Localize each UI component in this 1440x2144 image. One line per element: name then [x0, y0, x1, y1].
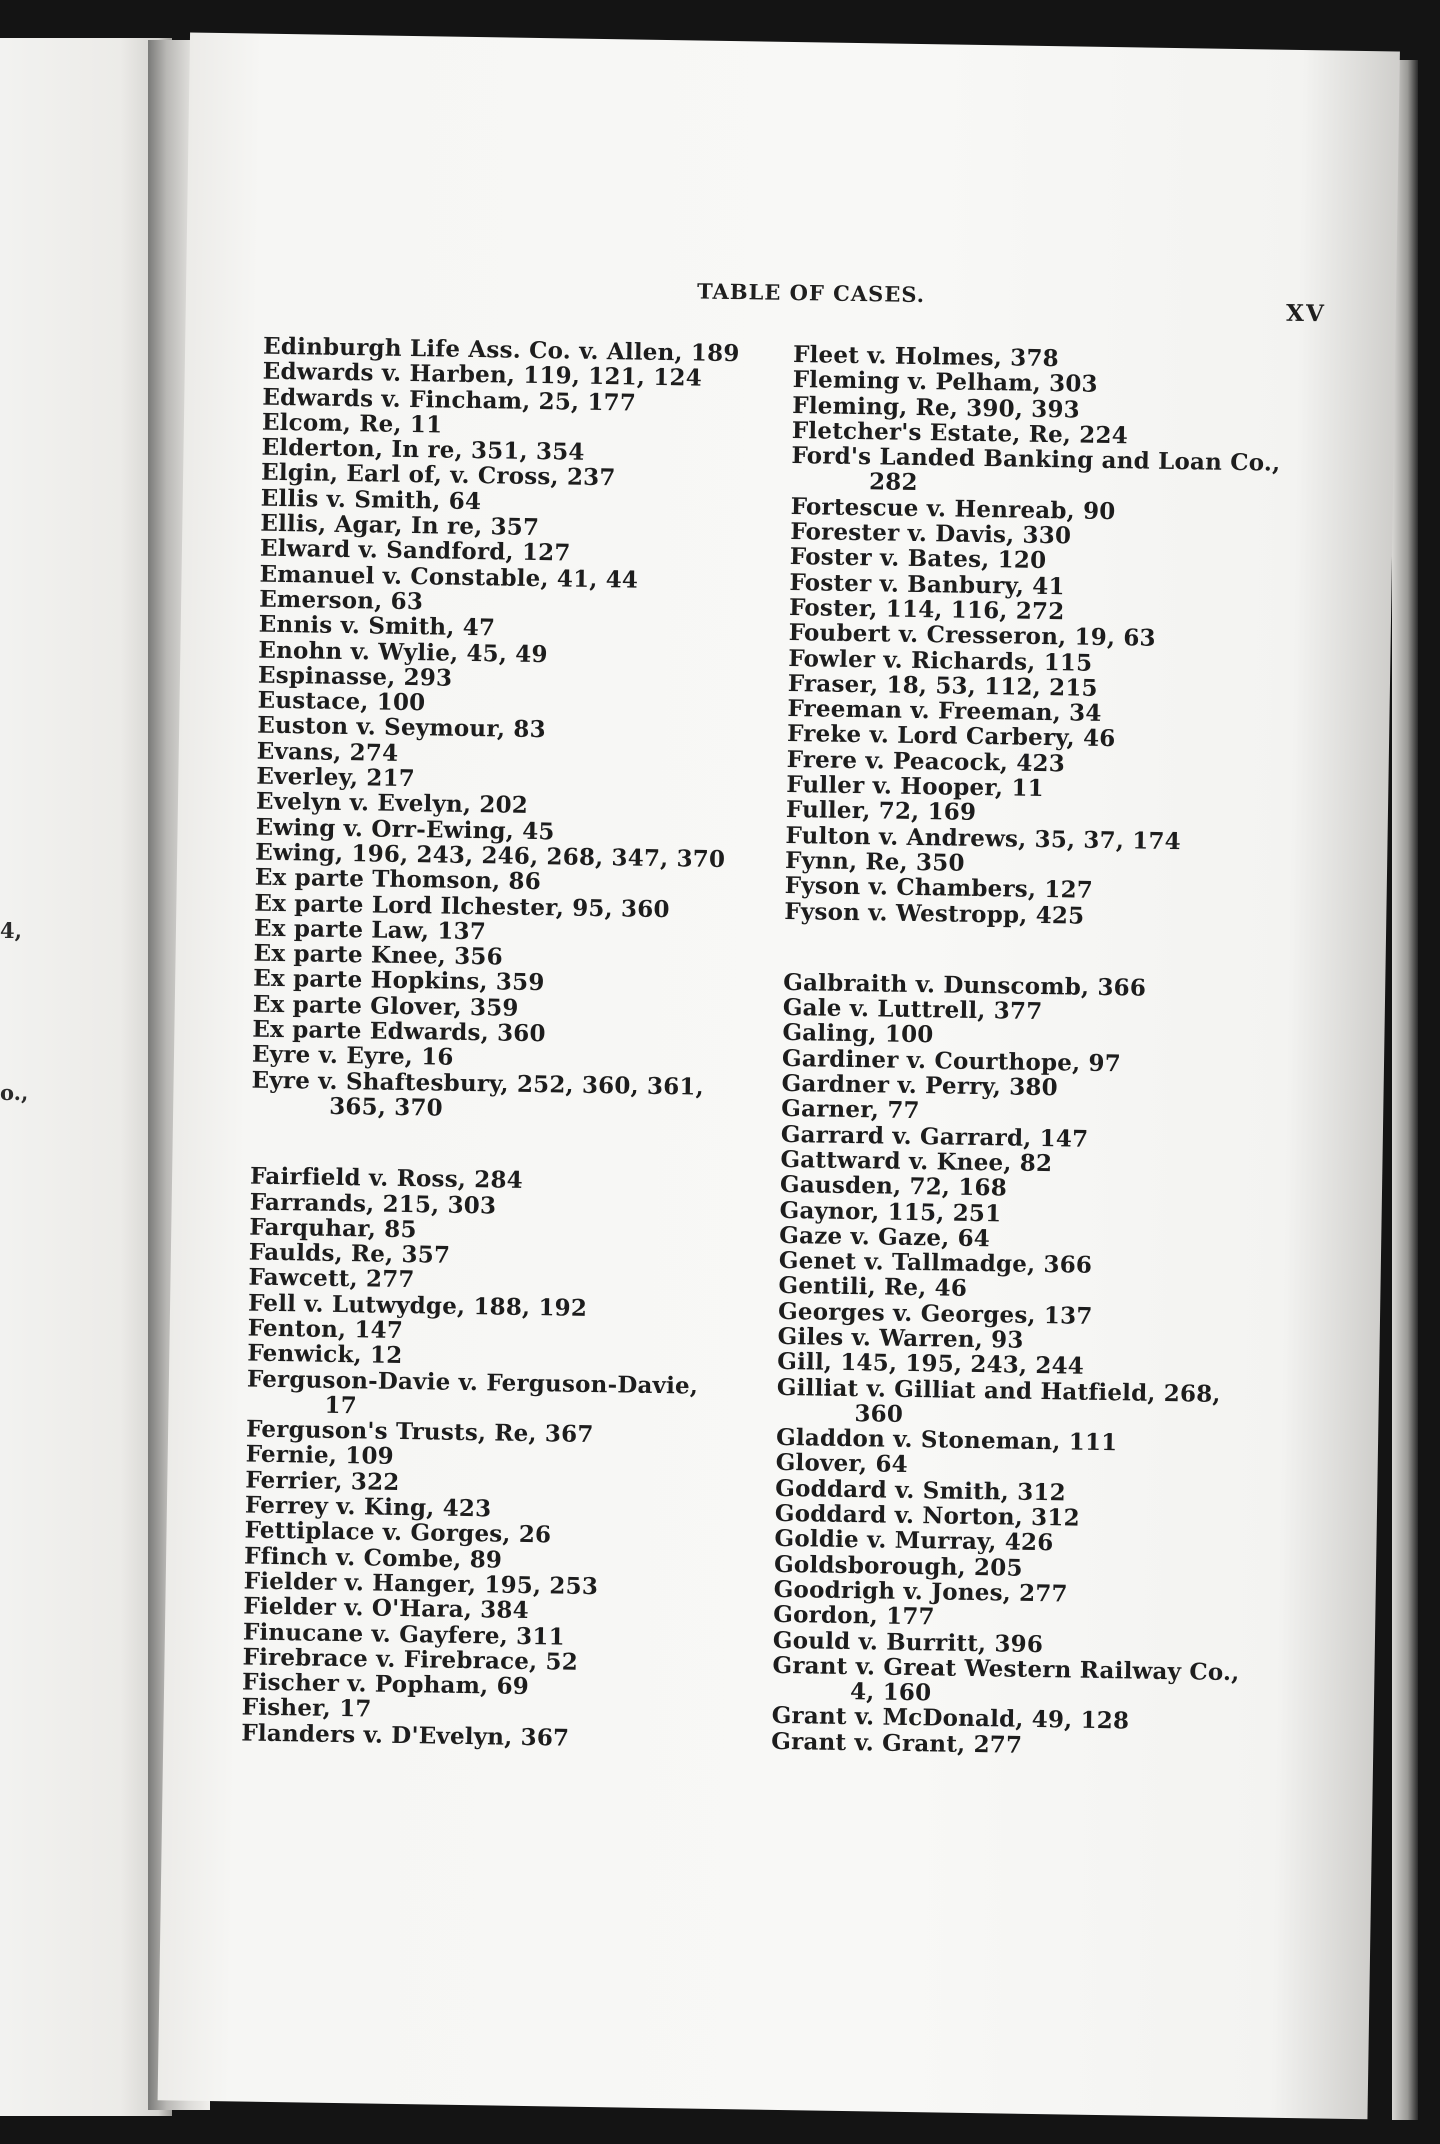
case-entry: Faulds, Re, 357 — [248, 1238, 451, 1269]
case-entry: Fell v. Lutwydge, 188, 192 — [247, 1289, 588, 1322]
case-entry: Fuller v. Hooper, 11 — [786, 771, 1045, 803]
case-entry: Ex parte Law, 137 — [253, 914, 487, 946]
case-entry: Ex parte Lord Ilchester, 95, 360 — [254, 889, 670, 923]
case-entry: Gilliat v. Gilliat and Hatfield, 268, — [776, 1373, 1221, 1408]
case-entry: Gordon, 177 — [773, 1601, 935, 1631]
case-entry: Elderton, In re, 351, 354 — [261, 433, 585, 466]
case-entry: Fairfield v. Ross, 284 — [249, 1162, 524, 1195]
case-entry: Grant v. Great Western Railway Co., — [772, 1651, 1240, 1687]
case-entry: Enohn v. Wylie, 45, 49 — [258, 636, 548, 668]
case-entry: Goddard v. Norton, 312 — [774, 1499, 1080, 1532]
page-header — [186, 270, 1396, 329]
case-entry: Emanuel v. Constable, 41, 44 — [259, 560, 639, 594]
case-entry: Goldsborough, 205 — [773, 1550, 1023, 1582]
case-entry: Ex parte Glover, 359 — [252, 990, 519, 1022]
page-number: XV — [1285, 299, 1327, 328]
case-entry: Freeman v. Freeman, 34 — [787, 695, 1102, 728]
case-entry: Fawcett, 277 — [248, 1263, 415, 1294]
case-entry: Gaynor, 115, 251 — [779, 1196, 1002, 1227]
case-entry: Gardner v. Perry, 380 — [781, 1069, 1059, 1102]
case-entry: Ferguson's Trusts, Re, 367 — [245, 1415, 594, 1449]
case-entry: Gill, 145, 195, 243, 244 — [777, 1348, 1085, 1380]
case-entry-continuation: 365, 370 — [329, 1092, 444, 1122]
case-entry: Fuller, 72, 169 — [785, 796, 977, 827]
case-entry: Forester v. Davis, 330 — [790, 518, 1072, 550]
case-entry: Everley, 217 — [256, 762, 416, 793]
case-entry: Gardiner v. Courthope, 97 — [781, 1044, 1122, 1077]
case-entry: Garner, 77 — [781, 1095, 920, 1125]
case-entry: Edwards v. Fincham, 25, 177 — [262, 383, 637, 417]
case-entry: Fleet v. Holmes, 378 — [792, 341, 1060, 373]
case-entry: Giles v. Warren, 93 — [777, 1322, 1024, 1354]
case-entry: Fisher, 17 — [241, 1693, 372, 1723]
case-entry: Fulton v. Andrews, 35, 37, 174 — [785, 821, 1182, 855]
case-entry: Ex parte Hopkins, 359 — [253, 965, 545, 997]
case-entry: Goddard v. Smith, 312 — [775, 1474, 1067, 1507]
case-entry: Fernie, 109 — [245, 1441, 395, 1471]
case-entry: Grant v. McDonald, 49, 128 — [771, 1702, 1130, 1735]
page-title: TABLE OF CASES. — [696, 278, 926, 308]
case-entry: Freke v. Lord Carbery, 46 — [786, 720, 1116, 753]
case-entry: Goodrigh v. Jones, 277 — [773, 1575, 1068, 1608]
case-entry: Edinburgh Life Ass. Co. v. Allen, 189 — [262, 332, 740, 368]
case-entry: Fyson v. Chambers, 127 — [784, 872, 1094, 905]
case-entry: Fowler v. Richards, 115 — [788, 644, 1093, 677]
case-entry: Glover, 64 — [775, 1449, 909, 1479]
case-entry: Ferguson-Davie v. Ferguson-Davie, — [246, 1365, 699, 1400]
case-entry: Farquhar, 85 — [249, 1213, 417, 1243]
case-entry: Eyre v. Eyre, 16 — [251, 1040, 454, 1072]
case-entry: Fettiplace v. Gorges, 26 — [244, 1516, 552, 1549]
case-entry-continuation: 4, 160 — [849, 1678, 932, 1707]
margin-fragment: 4, — [0, 918, 22, 943]
case-entry: Elward v. Sandford, 127 — [259, 535, 571, 567]
case-entry: Fleming, Re, 390, 393 — [792, 391, 1081, 424]
case-entry: Gladdon v. Stoneman, 111 — [775, 1424, 1118, 1457]
case-entry: Flanders v. D'Evelyn, 367 — [241, 1719, 570, 1752]
case-entry: Fleming v. Pelham, 303 — [792, 366, 1098, 399]
case-entry: Euston v. Seymour, 83 — [256, 712, 547, 744]
case-entry: Fischer v. Popham, 69 — [241, 1668, 530, 1701]
case-entry: Ewing v. Orr-Ewing, 45 — [255, 813, 555, 845]
case-entry: Garrard v. Garrard, 147 — [780, 1120, 1089, 1153]
case-entry: Fynn, Re, 350 — [784, 846, 965, 877]
case-entry: Gentili, Re, 46 — [778, 1272, 968, 1303]
case-entry: Fielder v. Hanger, 195, 253 — [243, 1567, 599, 1601]
case-entry: Elcom, Re, 11 — [261, 408, 443, 439]
case-entry: Ellis v. Smith, 64 — [260, 484, 482, 515]
case-entry: Evelyn v. Evelyn, 202 — [255, 787, 529, 820]
page-edge — [1392, 60, 1418, 2120]
case-entry: Edwards v. Harben, 119, 121, 124 — [262, 357, 703, 392]
case-entry: Foubert v. Cresseron, 19, 63 — [788, 619, 1156, 653]
left-column — [241, 334, 773, 1754]
case-entry: Ellis, Agar, In re, 357 — [260, 509, 540, 542]
case-entry: Ex parte Edwards, 360 — [252, 1015, 546, 1048]
case-entry: Fenwick, 12 — [247, 1339, 403, 1370]
case-entry: Foster v. Banbury, 41 — [789, 568, 1065, 600]
case-entry: Foster, 114, 116, 272 — [788, 593, 1065, 626]
case-entry: Gould v. Burritt, 396 — [772, 1626, 1044, 1658]
case-entry: Ennis v. Smith, 47 — [258, 610, 496, 642]
case-entry: Farrands, 215, 303 — [249, 1188, 497, 1219]
case-entry: Eyre v. Shaftesbury, 252, 360, 361, — [251, 1066, 705, 1101]
case-entry: Firebrace v. Firebrace, 52 — [242, 1643, 579, 1676]
case-entry: Foster v. Bates, 120 — [789, 543, 1047, 575]
case-entry: Espinasse, 293 — [257, 661, 453, 692]
previous-page — [0, 38, 172, 2116]
case-entry: Gattward v. Knee, 82 — [780, 1145, 1053, 1178]
case-entry: Fielder v. O'Hara, 384 — [243, 1592, 530, 1625]
case-entry: Fraser, 18, 53, 112, 215 — [787, 669, 1098, 702]
case-entry-continuation: 360 — [854, 1399, 904, 1428]
case-entry: Galbraith v. Dunscomb, 366 — [783, 968, 1147, 1002]
case-entry: Gale v. Luttrell, 377 — [782, 994, 1043, 1026]
case-entry: Elgin, Earl of, v. Cross, 237 — [260, 459, 616, 492]
case-entry: Genet v. Tallmadge, 366 — [778, 1246, 1093, 1279]
right-column — [771, 342, 1333, 1762]
case-entry: Grant v. Grant, 277 — [771, 1727, 1023, 1759]
case-entry: Fenton, 147 — [247, 1314, 404, 1344]
case-entry: Gaze v. Gaze, 64 — [779, 1221, 991, 1253]
case-entry-continuation: 282 — [868, 468, 918, 497]
case-entry: Fyson v. Westropp, 425 — [784, 897, 1085, 930]
case-entry: Evans, 274 — [256, 737, 399, 767]
case-entry: Galing, 100 — [782, 1019, 934, 1049]
case-entry: Ferrier, 322 — [245, 1466, 400, 1496]
case-entry: Fletcher's Estate, Re, 224 — [791, 416, 1129, 450]
case-entry: Fortescue v. Henreab, 90 — [790, 492, 1116, 525]
case-entry: Finucane v. Gayfere, 311 — [242, 1618, 565, 1651]
book-page — [158, 32, 1400, 2119]
case-entry: Ford's Landed Banking and Loan Co., — [791, 442, 1281, 477]
case-entry-continuation: 17 — [324, 1391, 358, 1420]
case-entry: Frere v. Peacock, 423 — [786, 745, 1066, 778]
case-entry: Georges v. Georges, 137 — [777, 1297, 1093, 1330]
case-entry: Gausden, 72, 168 — [779, 1171, 1008, 1202]
case-entry: Eustace, 100 — [257, 686, 426, 717]
case-entry: Ewing, 196, 243, 246, 268, 347, 370 — [254, 838, 726, 873]
case-entry: Ex parte Knee, 356 — [253, 939, 504, 971]
case-entry: Ffinch v. Combe, 89 — [243, 1542, 503, 1574]
case-entry: Ex parte Thomson, 86 — [254, 863, 542, 896]
margin-fragment: o., — [0, 1080, 29, 1105]
case-entry: Goldie v. Murray, 426 — [774, 1525, 1054, 1557]
case-entry: Ferrey v. King, 423 — [244, 1491, 492, 1523]
case-entry: Emerson, 63 — [258, 585, 424, 616]
